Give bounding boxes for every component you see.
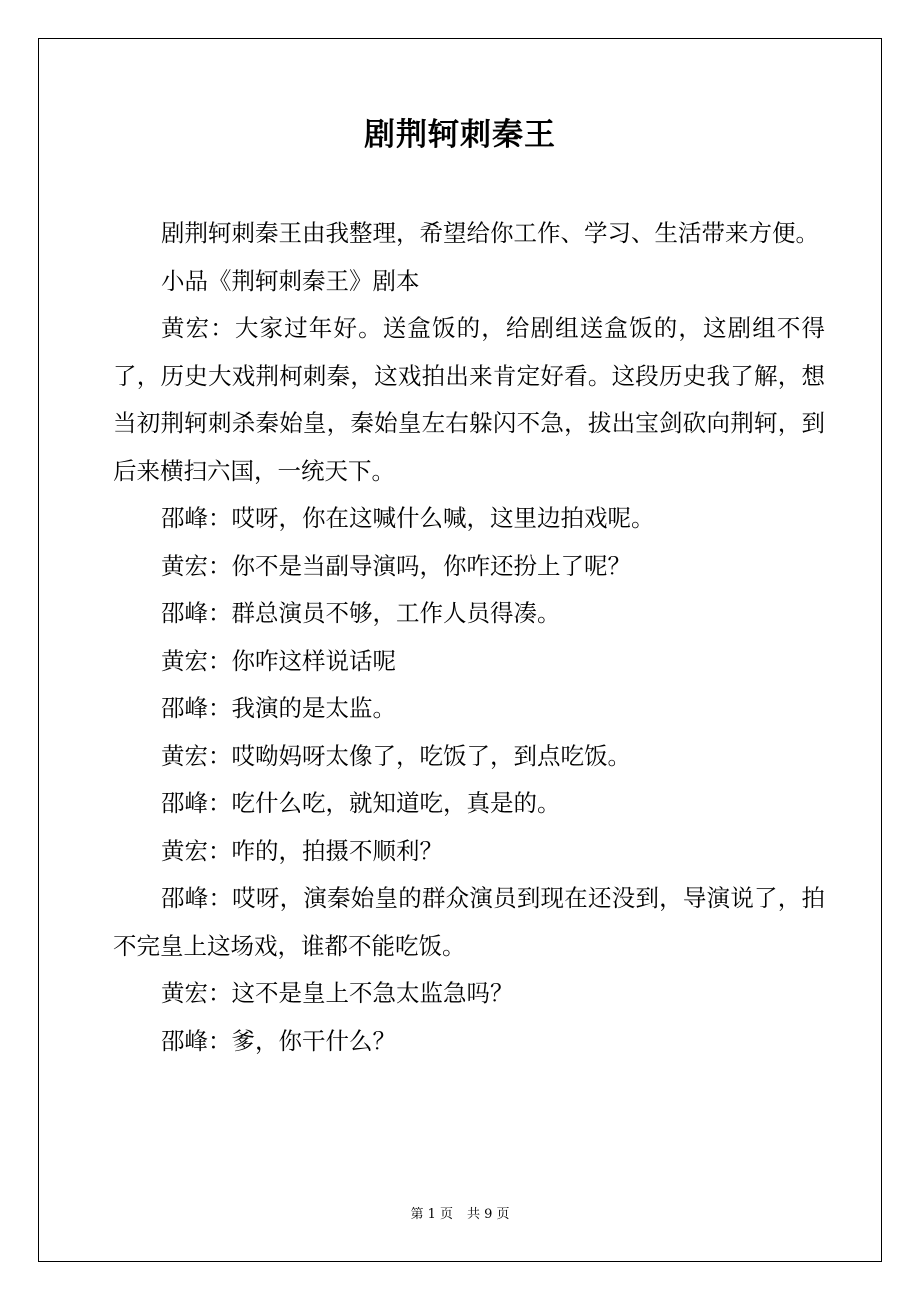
paragraph: 邵峰：哎呀，演秦始皇的群众演员到现在还没到，导演说了，拍不完皇上这场戏，谁都不能吃饭。 (113, 884, 825, 960)
paragraph: 黄宏：哎呦妈呀太像了，吃饭了，到点吃饭。 (161, 741, 631, 770)
paragraph: 小品《荆轲刺秦王》剧本 (161, 266, 420, 295)
paragraph: 剧荆轲刺秦王由我整理，希望给你工作、学习、生活带来方便。 (161, 219, 819, 247)
page-number: 第 1 页 (410, 1207, 453, 1222)
document-title: 剧荆轲刺秦王 (364, 117, 556, 153)
document-body (113, 210, 825, 1065)
page-total: 共 9 页 (467, 1207, 510, 1222)
paragraph: 黄宏：你咋这样说话呢 (161, 646, 396, 675)
paragraph: 黄宏：咋的，拍摄不顺利？ (161, 836, 443, 865)
page-footer (0, 1205, 920, 1225)
paragraph: 邵峰：群总演员不够，工作人员得凑。 (161, 599, 561, 627)
paragraph: 邵峰：我演的是太监。 (161, 694, 396, 722)
paragraph: 邵峰：爹，你干什么？ (161, 1026, 396, 1055)
paragraph: 黄宏：这不是皇上不急太监急吗？ (161, 979, 514, 1007)
paragraph: 黄宏：大家过年好。送盒饭的，给剧组送盒饭的，这剧组不得了，历史大戏荆柯刺秦，这戏拍出来肯定好看。这段历史我了解，想当初荆轲刺杀秦始皇，秦始皇左右躲闪不急，拔出宝剑砍向荆轲，到后来横扫六国，一统天下。 (113, 314, 825, 485)
paragraph: 黄宏：你不是当副导演吗，你咋还扮上了呢？ (161, 551, 631, 580)
paragraph: 邵峰：哎呀，你在这喊什么喊，这里边拍戏呢。 (161, 504, 655, 532)
paragraph: 邵峰：吃什么吃，就知道吃，真是的。 (161, 789, 561, 817)
